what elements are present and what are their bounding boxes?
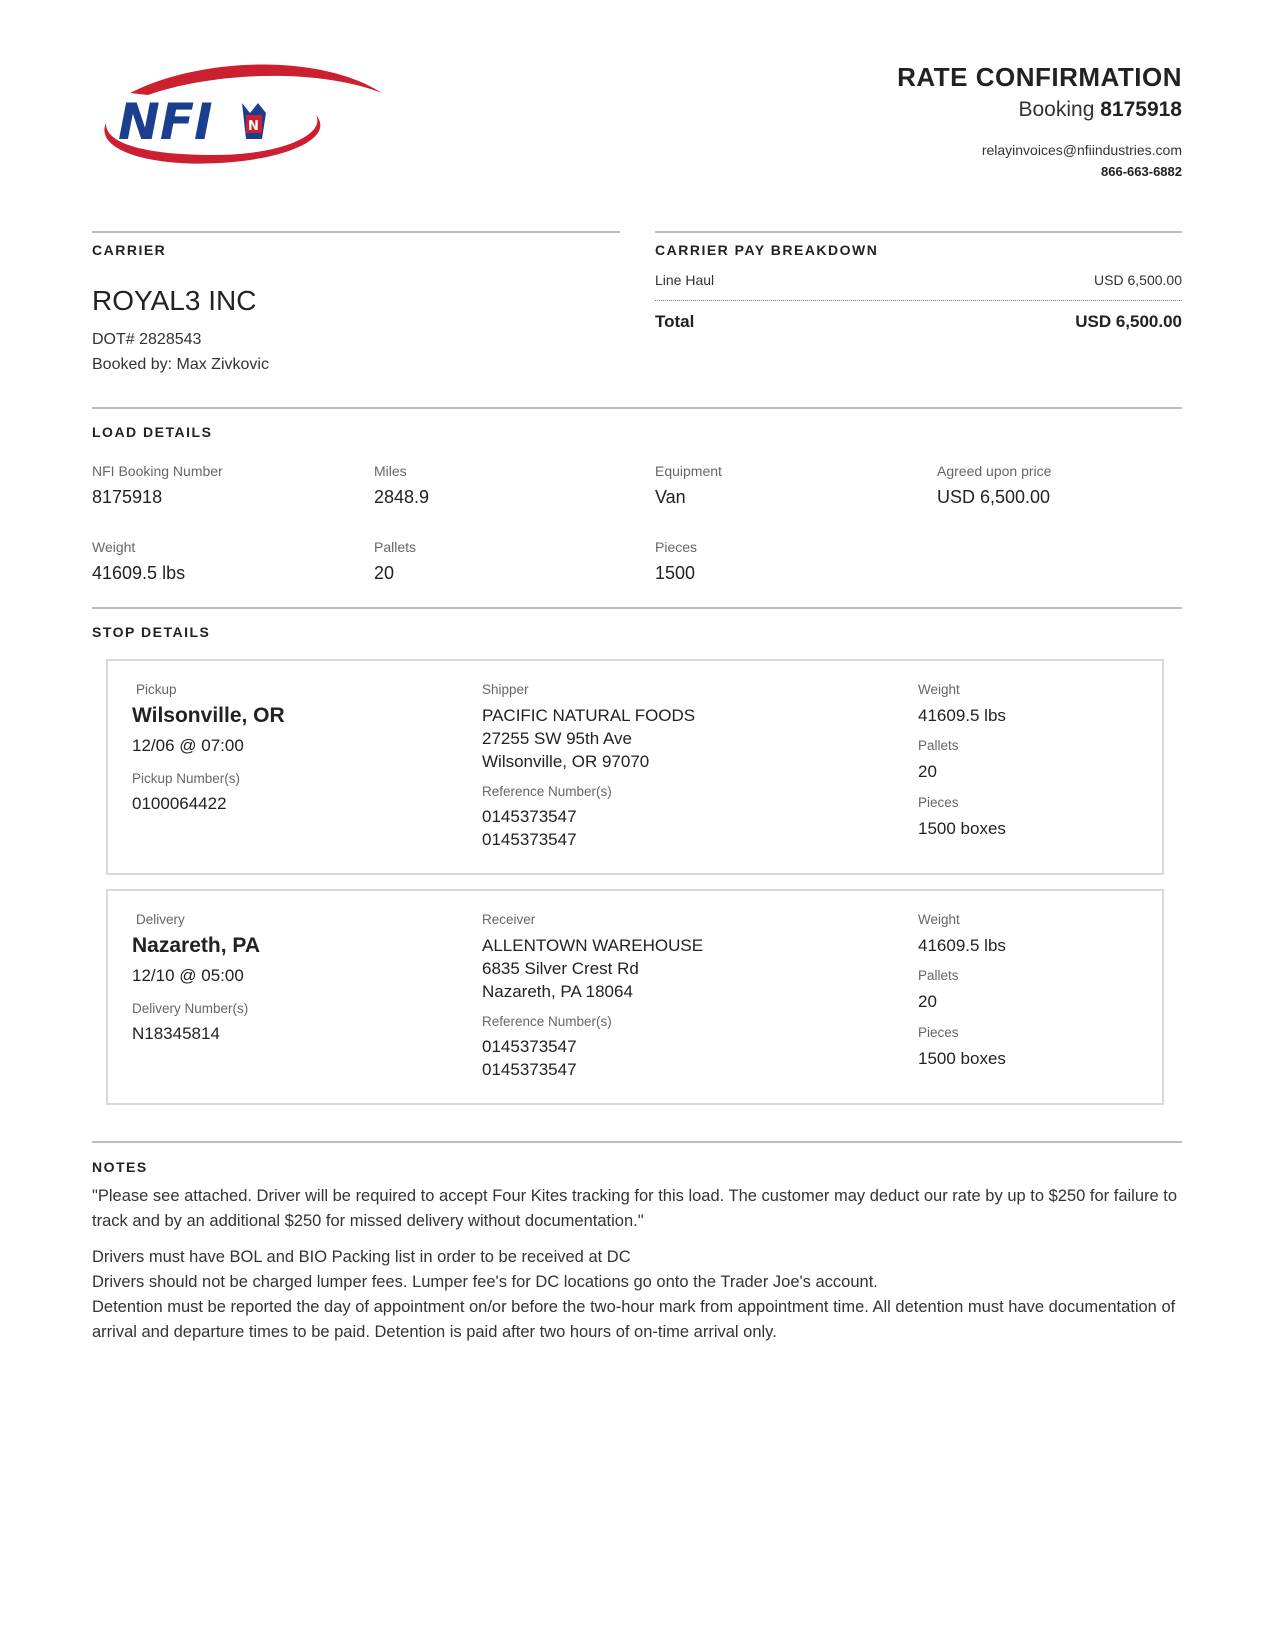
stop-pallets: 20 (918, 992, 937, 1011)
stops-divider (92, 607, 1182, 609)
stop-pieces: 1500 boxes (918, 819, 1006, 838)
load-divider (92, 407, 1182, 409)
stop-type: Delivery (136, 912, 185, 927)
pay-heading: CARRIER PAY BREAKDOWN (655, 242, 879, 258)
stop-number-label: Delivery Number(s) (132, 1001, 249, 1016)
load-miles-value: 2848.9 (374, 487, 430, 507)
load-equipment-label: Equipment (655, 463, 722, 479)
party-label: Shipper (482, 682, 529, 697)
party-address-2: Nazareth, PA 18064 (482, 982, 633, 1001)
stop-city: Wilsonville, OR (132, 704, 285, 727)
stop-card-pickup (106, 659, 1164, 875)
stop-pieces-label: Pieces (918, 1025, 959, 1040)
stop-pallets-label: Pallets (918, 968, 959, 983)
load-weight-value: 41609.5 lbs (92, 563, 186, 583)
pay-divider (655, 231, 1182, 233)
load-booking-value: 8175918 (92, 487, 163, 507)
logo-lettering: NFI (118, 93, 213, 151)
eagle-icon (242, 103, 266, 139)
stops-heading: STOP DETAILS (92, 624, 211, 640)
line-haul-row (655, 272, 1182, 288)
ref-number-1: 0145373547 (482, 1037, 577, 1056)
load-price-label: Agreed upon price (937, 463, 1052, 479)
ref-label: Reference Number(s) (482, 1014, 612, 1029)
load-pieces-label: Pieces (655, 539, 698, 555)
party-address-2: Wilsonville, OR 97070 (482, 752, 650, 771)
nfi-logo (90, 55, 390, 175)
load-pallets-value: 20 (374, 563, 395, 583)
load-miles-label: Miles (374, 463, 407, 479)
carrier-heading: CARRIER (92, 242, 167, 258)
booking-header (1019, 98, 1183, 122)
total-row (655, 312, 1182, 332)
stop-datetime: 12/06 @ 07:00 (132, 736, 244, 755)
carrier-dot: DOT# 2828543 (92, 331, 202, 348)
total-label: Total (655, 312, 695, 331)
load-weight-label: Weight (92, 539, 136, 555)
notes-line-1: Drivers must have BOL and BIO Packing list in order to be received at DC (92, 1248, 631, 1266)
ref-number-1: 0145373547 (482, 807, 577, 826)
stop-pieces-label: Pieces (918, 795, 959, 810)
stop-weight-label: Weight (918, 912, 960, 927)
ref-number-2: 0145373547 (482, 830, 577, 849)
stop-datetime: 12/10 @ 05:00 (132, 966, 244, 985)
stop-weight-label: Weight (918, 682, 960, 697)
stop-number: N18345814 (132, 1024, 220, 1043)
stop-pallets-label: Pallets (918, 738, 959, 753)
party-address-1: 27255 SW 95th Ave (482, 729, 632, 748)
load-pieces-value: 1500 (655, 563, 696, 583)
stop-pieces: 1500 boxes (918, 1049, 1006, 1068)
svg-text:N: N (248, 119, 259, 134)
load-heading: LOAD DETAILS (92, 424, 213, 440)
load-price-value: USD 6,500.00 (937, 487, 1051, 507)
ref-label: Reference Number(s) (482, 784, 612, 799)
stop-pallets: 20 (918, 762, 937, 781)
notes-heading: NOTES (92, 1159, 148, 1175)
stop-number: 0100064422 (132, 794, 227, 813)
notes-line-2: Drivers should not be charged lumper fees. Lumper fee's for DC locations go onto the Trader Joe's account. (92, 1273, 878, 1291)
notes-divider (92, 1141, 1182, 1143)
load-equipment-value: Van (655, 487, 686, 507)
booking-label: Booking (1018, 98, 1095, 121)
line-haul-label: Line Haul (655, 272, 715, 288)
document-title: RATE CONFIRMATION (897, 62, 1182, 92)
party-name: ALLENTOWN WAREHOUSE (482, 936, 704, 955)
stop-card-delivery (106, 889, 1164, 1105)
notes-body (92, 1184, 1187, 1345)
notes-line-3: Detention must be reported the day of appointment on/or before the two-hour mark from appointment time. All detention must have documentation of arrival and departure times to be paid. Detention is paid after two hours of on-time arrival only. (92, 1298, 1176, 1341)
booking-number: 8175918 (1100, 98, 1182, 121)
party-name: PACIFIC NATURAL FOODS (482, 706, 696, 725)
carrier-name: ROYAL3 INC (92, 285, 257, 316)
stop-type: Pickup (136, 682, 177, 697)
stop-weight: 41609.5 lbs (918, 706, 1006, 725)
booked-by: Booked by: Max Zivkovic (92, 356, 269, 373)
notes-quote: "Please see attached. Driver will be required to accept Four Kites tracking for this load. The customer may deduct our rate by up to $250 for failure to track and by an additional $250 for missed delivery without documentation." (92, 1187, 1178, 1230)
stop-city: Nazareth, PA (132, 934, 260, 957)
party-address-1: 6835 Silver Crest Rd (482, 959, 639, 978)
carrier-divider (92, 231, 620, 233)
line-haul-value: USD 6,500.00 (1094, 272, 1182, 288)
phone-number: 866-663-6882 (1101, 164, 1182, 179)
stop-weight: 41609.5 lbs (918, 936, 1006, 955)
load-booking-label: NFI Booking Number (92, 463, 223, 479)
total-value: USD 6,500.00 (1075, 312, 1182, 331)
party-label: Receiver (482, 912, 536, 927)
load-pallets-label: Pallets (374, 539, 417, 555)
email-link[interactable]: relayinvoices@nfiindustries.com (981, 142, 1182, 158)
pay-dotted-divider (655, 300, 1182, 301)
stop-number-label: Pickup Number(s) (132, 771, 241, 786)
ref-number-2: 0145373547 (482, 1060, 577, 1079)
